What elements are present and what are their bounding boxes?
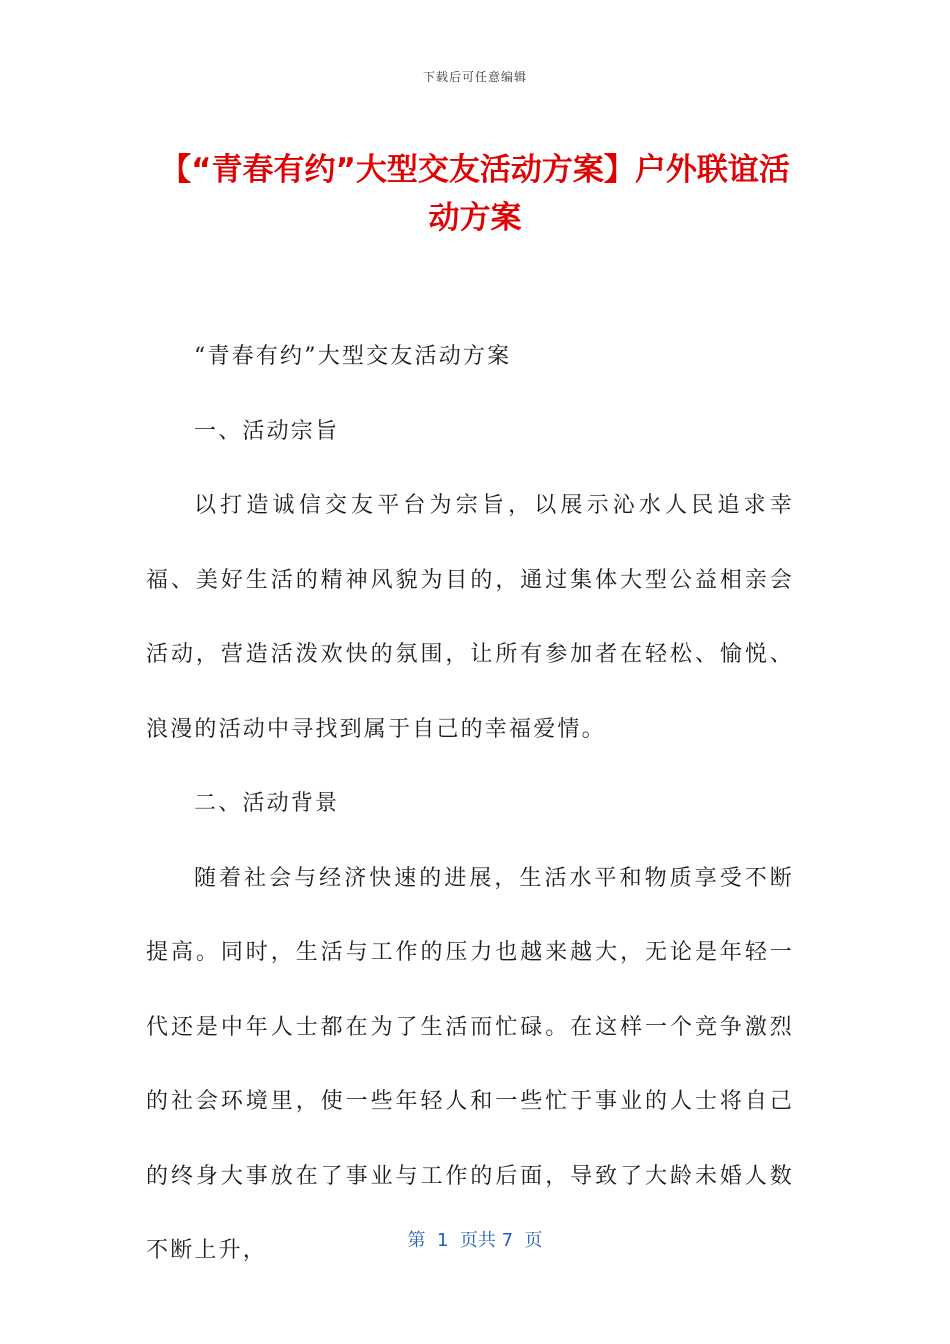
header-note: 下载后可任意编辑 xyxy=(422,70,527,84)
page-footer: 第 1 页共 7 页 xyxy=(407,1230,543,1251)
paragraph-heading-2: 二、活动背景 xyxy=(194,791,340,816)
document-body xyxy=(146,320,794,1289)
paragraph-background: 随着社会与经济快速的进展，生活水平和物质享受不断提高。同时，生活与工作的压力也越来越大，无论是年轻一代还是中年人士都在为了生活而忙碌。在这样一个竞争激烈的社会环境里，使一些年轻人和一些忙于事业的人士将自己的终身大事放在了事业与工作的后面，导致了大龄未婚人数不断上升， xyxy=(146,865,794,1263)
document-title: 【“青春有约”大型交友活动方案】户外联谊活动方案 xyxy=(160,152,790,236)
paragraph-purpose: 以打造诚信交友平台为宗旨，以展示沁水人民追求幸福、美好生活的精神风貌为目的，通过集体大型公益相亲会活动，营造活泼欢快的氛围，让所有参加者在轻松、愉悦、浪漫的活动中寻找到属于自己的幸福爱情。 xyxy=(146,493,794,742)
paragraph-heading-1: 一、活动宗旨 xyxy=(194,418,340,444)
paragraph-subtitle: “青春有约”大型交友活动方案 xyxy=(194,344,512,369)
